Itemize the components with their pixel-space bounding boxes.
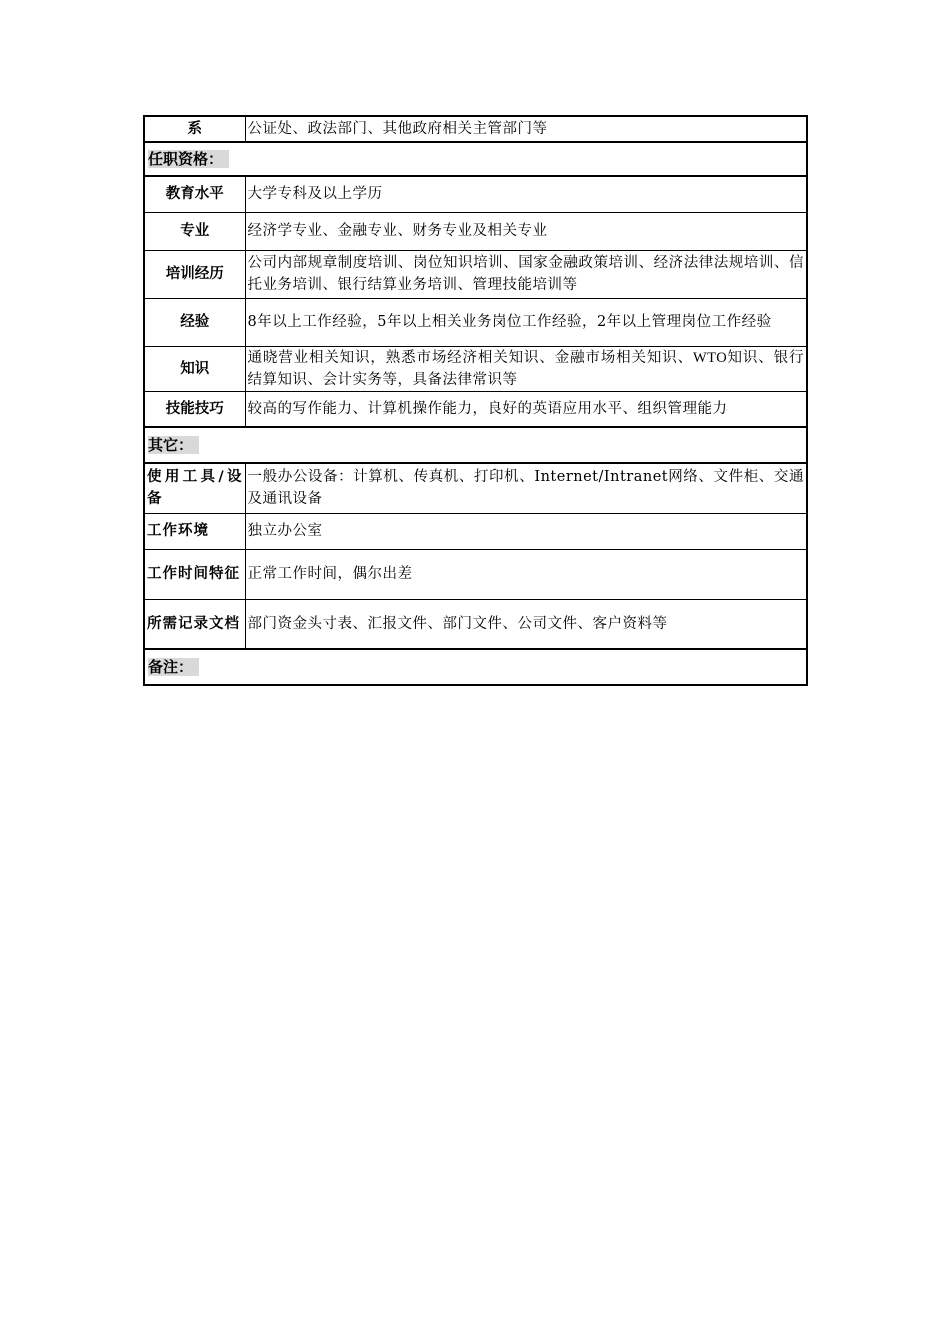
education-label: 教育水平 xyxy=(144,176,245,212)
training-label: 培训经历 xyxy=(144,250,245,298)
training-value: 公司内部规章制度培训、岗位知识培训、国家金融政策培训、经济法律法规培训、信托业务培训、银行结算业务培训、管理技能培训等 xyxy=(245,250,807,298)
work-time-label: 工作时间特征 xyxy=(144,549,245,599)
environment-value: 独立办公室 xyxy=(245,513,807,549)
table-row xyxy=(144,391,807,427)
tools-value: 一般办公设备：计算机、传真机、打印机、Internet/Intranet网络、文件柜、交通及通讯设备 xyxy=(245,463,807,513)
documents-value: 部门资金头寸表、汇报文件、部门文件、公司文件、客户资料等 xyxy=(245,599,807,649)
table-row xyxy=(144,298,807,346)
table-row xyxy=(144,463,807,513)
education-value: 大学专科及以上学历 xyxy=(245,176,807,212)
work-time-value: 正常工作时间，偶尔出差 xyxy=(245,549,807,599)
section-header-remarks xyxy=(144,649,807,685)
major-value: 经济学专业、金融专业、财务专业及相关专业 xyxy=(245,212,807,250)
table-row xyxy=(144,116,807,142)
table-row xyxy=(144,513,807,549)
section-title: 其它： xyxy=(148,436,199,454)
table-row xyxy=(144,250,807,298)
table-row xyxy=(144,346,807,391)
job-description-page xyxy=(143,115,806,686)
documents-label: 所需记录文档 xyxy=(144,599,245,649)
relation-value: 公证处、政法部门、其他政府相关主管部门等 xyxy=(245,116,807,142)
table-row xyxy=(144,176,807,212)
major-label: 专业 xyxy=(144,212,245,250)
section-title: 任职资格： xyxy=(148,150,229,168)
knowledge-label: 知识 xyxy=(144,346,245,391)
section-title: 备注： xyxy=(148,658,199,676)
table-row xyxy=(144,599,807,649)
table-row xyxy=(144,549,807,599)
job-description-table xyxy=(143,115,808,686)
tools-label: 使用工具/设备 xyxy=(144,463,245,513)
section-header-qualifications xyxy=(144,142,807,176)
knowledge-value: 通晓营业相关知识，熟悉市场经济相关知识、金融市场相关知识、WTO知识、银行结算知识、会计实务等，具备法律常识等 xyxy=(245,346,807,391)
table-row xyxy=(144,212,807,250)
section-header-other xyxy=(144,427,807,463)
skills-label: 技能技巧 xyxy=(144,391,245,427)
relation-label: 系 xyxy=(144,116,245,142)
environment-label: 工作环境 xyxy=(144,513,245,549)
skills-value: 较高的写作能力、计算机操作能力，良好的英语应用水平、组织管理能力 xyxy=(245,391,807,427)
experience-label: 经验 xyxy=(144,298,245,346)
experience-value: 8年以上工作经验，5年以上相关业务岗位工作经验，2年以上管理岗位工作经验 xyxy=(245,298,807,346)
